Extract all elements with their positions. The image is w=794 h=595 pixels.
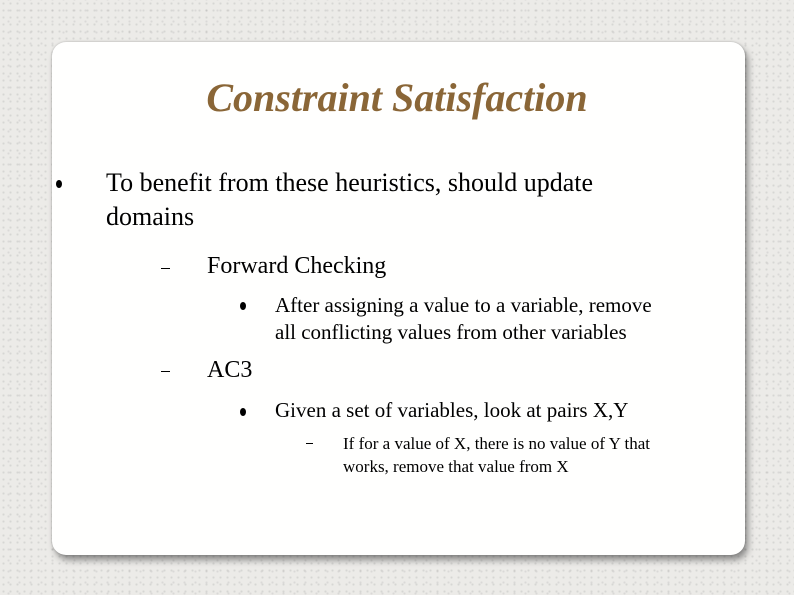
- bullet-dot-icon: [240, 408, 246, 416]
- bullet-dot-icon: [240, 302, 246, 310]
- bullet-dash-icon: [161, 268, 170, 269]
- bullet-level4-line2: works, remove that value from X: [343, 457, 569, 476]
- bullet-level4-line1: If for a value of X, there is no value of Y that: [343, 434, 650, 453]
- bullet-dash-icon: [161, 371, 170, 372]
- bullet-level1-line1: To benefit from these heuristics, should update: [106, 168, 594, 197]
- bullet-ac3: AC3: [207, 357, 253, 383]
- slide-title: Constraint Satisfaction: [206, 75, 588, 120]
- bullet-dot-icon: [56, 180, 62, 188]
- bullet-forward-checking: Forward Checking: [207, 253, 387, 279]
- bullet-level1-line2: domains: [106, 202, 195, 231]
- bullet-dash-icon: [306, 443, 313, 444]
- bullet-given-set: Given a set of variables, look at pairs X,Y: [275, 398, 629, 422]
- bullet-level3-line1: After assigning a value to a variable, remove: [275, 293, 652, 317]
- bullet-level3-line2: all conflicting values from other variables: [275, 320, 627, 344]
